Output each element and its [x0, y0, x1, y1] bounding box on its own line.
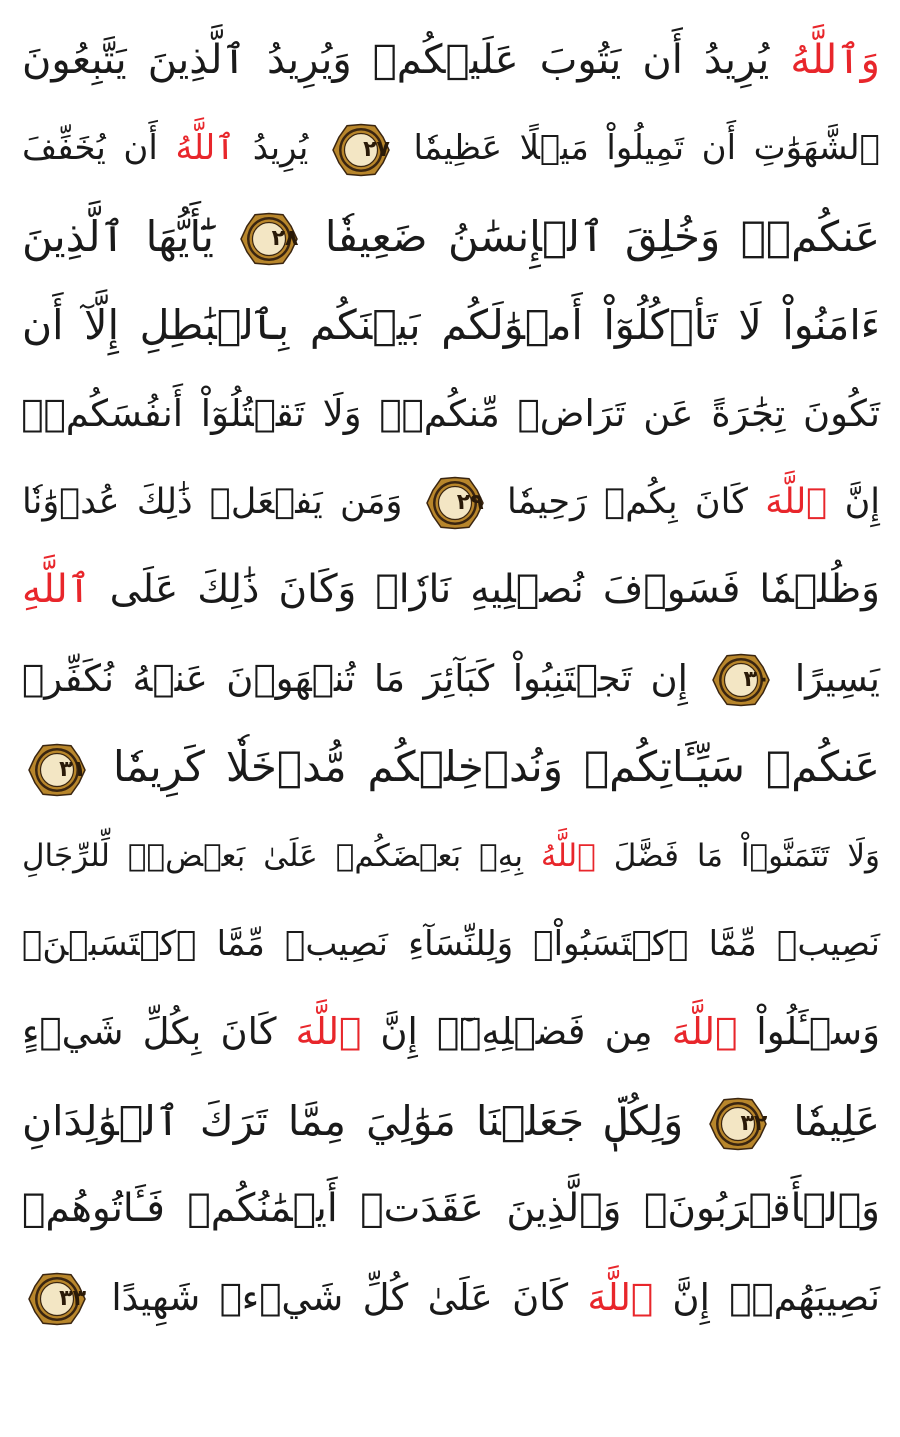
verse-text: وَسۡـَٔلُواْ: [737, 1010, 880, 1054]
divine-name: ٱللَّهَ: [295, 1010, 362, 1054]
ayah-number: ٣٣: [59, 1286, 86, 1312]
verse-line: [22, 548, 880, 632]
verse-text: كَانَ بِكُلِّ شَيۡءٍ: [22, 1010, 296, 1054]
ayah-marker: [709, 1095, 767, 1153]
ayah-marker: [426, 474, 484, 532]
ayah-number: ٣٢: [740, 1110, 768, 1136]
verse-line: [22, 460, 880, 544]
divine-name: ٱللَّهُ: [175, 128, 236, 169]
divine-name: ٱللَّهَ: [671, 1010, 738, 1054]
verse-line: [22, 814, 880, 898]
verse-line: [22, 902, 880, 986]
verse-line: [22, 106, 880, 190]
verse-text: وَٱلۡأَقۡرَبُونَۚ وَٱلَّذِينَ عَقَدَتۡ أَيۡمَٰنُكُمۡ فَـَٔاتُوهُمۡ: [22, 1186, 880, 1232]
verse-text: ٱلشَّهَوَٰتِ أَن تَمِيلُواْ مَيۡلًا عَظِيمٗا: [395, 128, 880, 169]
divine-name: وَٱللَّهُ: [790, 37, 880, 83]
verse-text: وَلِكُلّٖ جَعَلۡنَا مَوَٰلِيَ مِمَّا تَرَكَ ٱلۡوَٰلِدَانِ: [22, 1096, 704, 1145]
verse-line: [22, 1079, 880, 1163]
verse-text: عَنكُمۡۚ وَخُلِقَ ٱلۡإِنسَٰنُ ضَعِيفٗا: [304, 211, 880, 261]
verse-line: [22, 990, 880, 1074]
verse-text: عَلِيمٗا: [773, 1096, 880, 1145]
verse-text: كَانَ بِكُمۡ رَحِيمٗا: [489, 482, 766, 522]
ayah-marker: [332, 121, 390, 179]
verse-line: [22, 283, 880, 367]
verse-text: إِنَّ: [827, 482, 880, 522]
ayah-marker: [240, 210, 298, 268]
ayah-number: ٢٩: [456, 490, 484, 515]
verse-line: [22, 637, 880, 721]
verse-line: [22, 18, 880, 102]
verse-text: ءَامَنُواْ لَا تَأۡكُلُوٓاْ أَمۡوَٰلَكُم بَيۡنَكُم بِٱلۡبَٰطِلِ إِلَّآ أَن: [22, 301, 880, 350]
verse-text: إِن تَجۡتَنِبُواْ كَبَآئِرَ مَا تُنۡهَوۡنَ عَنۡهُ نُكَفِّرۡ: [22, 656, 707, 700]
verse-text: مِن فَضۡلِهِۦٓۚ إِنَّ: [361, 1010, 672, 1054]
ayah-number: ٣٠: [743, 667, 771, 693]
divine-name: ٱللَّهُ: [540, 837, 596, 874]
verse-text: كَانَ عَلَىٰ كُلِّ شَيۡءٖ شَهِيدًا: [92, 1275, 588, 1319]
verse-text: تَكُونَ تِجَٰرَةً عَن تَرَاضٖ مِّنكُمۡۚ وَلَا تَقۡتُلُوٓاْ أَنفُسَكُمۡۚ: [21, 391, 880, 435]
verse-text: أَن يُخَفِّفَ: [22, 128, 176, 169]
ayah-number: ٣١: [59, 756, 86, 782]
verse-line: [22, 1167, 880, 1251]
verse-text: عَنكُمۡ سَيِّـَٔاتِكُمۡ وَنُدۡخِلۡكُم مُّدۡخَلٗا كَرِيمٗا: [92, 742, 880, 792]
verse-text: يَسِيرًا: [776, 656, 880, 700]
verse-text: وَلَا تَتَمَنَّوۡاْ مَا فَضَّلَ: [595, 837, 880, 874]
verse-text: يَٰٓأَيُّهَا ٱلَّذِينَ: [22, 211, 235, 261]
verse-text: وَظُلۡمٗا فَسَوۡفَ نُصۡلِيهِ نَارٗاۚ وَكَانَ ذَٰلِكَ عَلَى: [90, 567, 880, 613]
verse-text: يُرِيدُ أَن يَتُوبَ عَلَيۡكُمۡ وَيُرِيدُ ٱلَّذِينَ يَتَّبِعُونَ: [22, 37, 791, 83]
verse-line: [22, 1256, 880, 1340]
verse-text: نَصِيبٞ مِّمَّا ٱكۡتَسَبُواْۖ وَلِلنِّسَآءِ نَصِيبٞ مِّمَّا ٱكۡتَسَبۡنَۚ: [22, 924, 880, 964]
divine-name: ٱللَّهَ: [765, 482, 828, 522]
ayah-marker: [712, 651, 770, 709]
verse-text: بِهِۦ بَعۡضَكُمۡ عَلَىٰ بَعۡضٖۚ لِّلرِّجَالِ: [22, 837, 541, 874]
verse-line: [22, 195, 880, 279]
ayah-marker: [28, 741, 86, 799]
divine-name: ٱللَّهَ: [587, 1275, 654, 1319]
verse-text: وَمَن يَفۡعَلۡ ذَٰلِكَ عُدۡوَٰنٗا: [22, 482, 420, 522]
ayah-marker: [28, 1270, 86, 1328]
ayah-number: ٢٧: [363, 136, 390, 162]
verse-line: [22, 372, 880, 456]
ayah-number: ٢٨: [271, 226, 299, 252]
verse-text: يُرِيدُ: [235, 128, 326, 169]
verse-text: نَصِيبَهُمۡۚ إِنَّ: [653, 1275, 880, 1319]
divine-name: ٱللَّهِ: [22, 567, 91, 613]
verse-line: [22, 725, 880, 809]
